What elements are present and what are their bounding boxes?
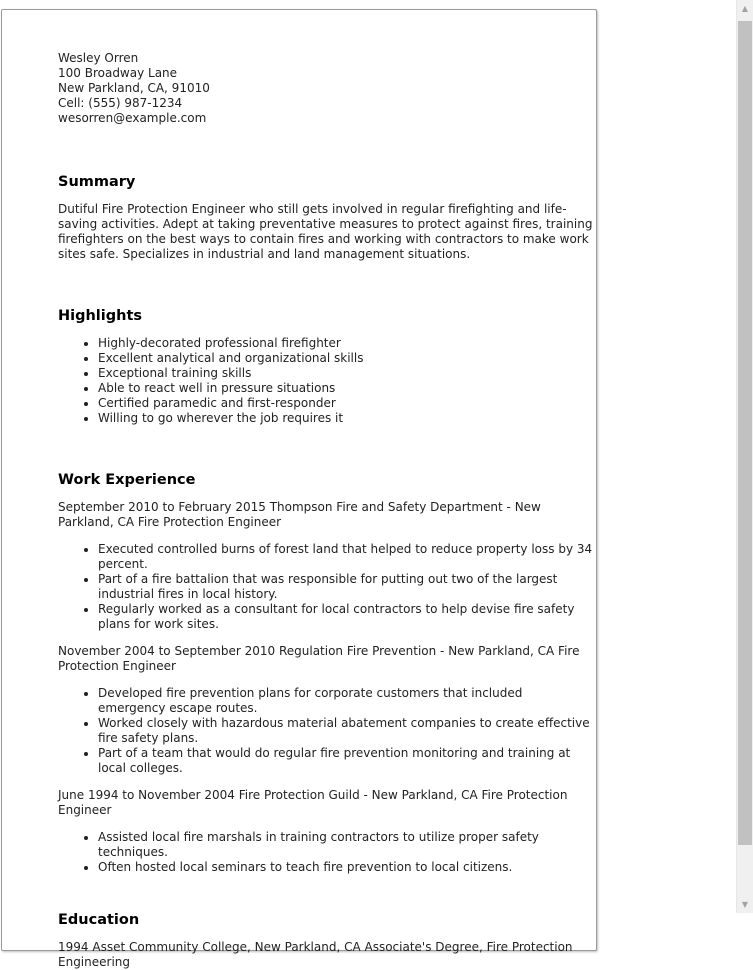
job-bullet: • Assisted local fire marshals in training contractors to utilize proper safety techniques. [98, 830, 593, 860]
resume-page [1, 9, 597, 969]
summary-heading: Summary [58, 174, 136, 190]
job-header: June 1994 to November 2004 Fire Protection Guild - New Parkland, CA Fire Protection Engineer [58, 788, 568, 817]
job-bullets [58, 686, 593, 776]
job-bullet: • Worked closely with hazardous material abatement companies to create effective fire safety plans. [98, 716, 593, 746]
job-entry [58, 500, 593, 632]
highlight-item: • Willing to go wherever the job requires it [98, 411, 593, 426]
highlights-list [58, 336, 593, 426]
contact-name: Wesley Orren [58, 51, 139, 65]
contact-phone: Cell: (555) 987-1234 [58, 96, 183, 110]
job-header: November 2004 to September 2010 Regulation Fire Prevention - New Parkland, CA Fire Protection Engineer [58, 644, 580, 673]
scrollbar-thumb[interactable] [738, 21, 752, 845]
highlights-heading: Highlights [58, 308, 143, 324]
scroll-up-arrow-icon[interactable]: ▲ [741, 4, 749, 13]
job-bullet: • Part of a team that would do regular fire prevention monitoring and training at local colleges. [98, 746, 593, 776]
contact-address: 100 Broadway Lane [58, 66, 178, 80]
highlight-item: • Exceptional training skills [98, 366, 593, 381]
highlight-item: • Certified paramedic and first-responder [98, 396, 593, 411]
contact-email: wesorren@example.com [58, 111, 207, 125]
job-bullet: • Developed fire prevention plans for corporate customers that included emergency escape routes. [98, 686, 593, 716]
job-header: September 2010 to February 2015 Thompson Fire and Safety Department - New Parkland, CA Fire Protection Engineer [58, 500, 541, 529]
vertical-scrollbar[interactable] [736, 0, 753, 913]
education-heading: Education [58, 912, 140, 928]
highlight-item: • Excellent analytical and organizational skills [98, 351, 593, 366]
job-bullets [58, 830, 593, 875]
highlight-item: • Able to react well in pressure situations [98, 381, 593, 396]
job-bullet: • Regularly worked as a consultant for local contractors to help devise fire safety plans for work sites. [98, 602, 593, 632]
resume-content [58, 51, 593, 970]
education-entry: 1994 Asset Community College, New Parkland, CA Associate's Degree, Fire Protection Engineering [58, 940, 573, 969]
job-entry [58, 644, 593, 776]
job-bullet: • Executed controlled burns of forest land that helped to reduce property loss by 34 percent. [98, 542, 593, 572]
highlight-item: • Highly-decorated professional firefighter [98, 336, 593, 351]
job-bullet: • Part of a fire battalion that was responsible for putting out two of the largest industrial fires in local history. [98, 572, 593, 602]
work-experience-heading: Work Experience [58, 472, 196, 488]
contact-block [58, 51, 593, 126]
job-bullet: • Often hosted local seminars to teach fire prevention to local citizens. [98, 860, 593, 875]
job-entry [58, 788, 593, 875]
summary-text: Dutiful Fire Protection Engineer who still gets involved in regular firefighting and life-saving activities. Adept at taking preventative measures to protect against fires, training firefighters on the best ways to contain fires and working with contractors to make work sites safe. Specializes in industrial and land management situations. [58, 202, 593, 261]
scroll-down-arrow-icon[interactable]: ▼ [741, 900, 749, 909]
contact-city: New Parkland, CA, 91010 [58, 81, 210, 95]
job-bullets [58, 542, 593, 632]
